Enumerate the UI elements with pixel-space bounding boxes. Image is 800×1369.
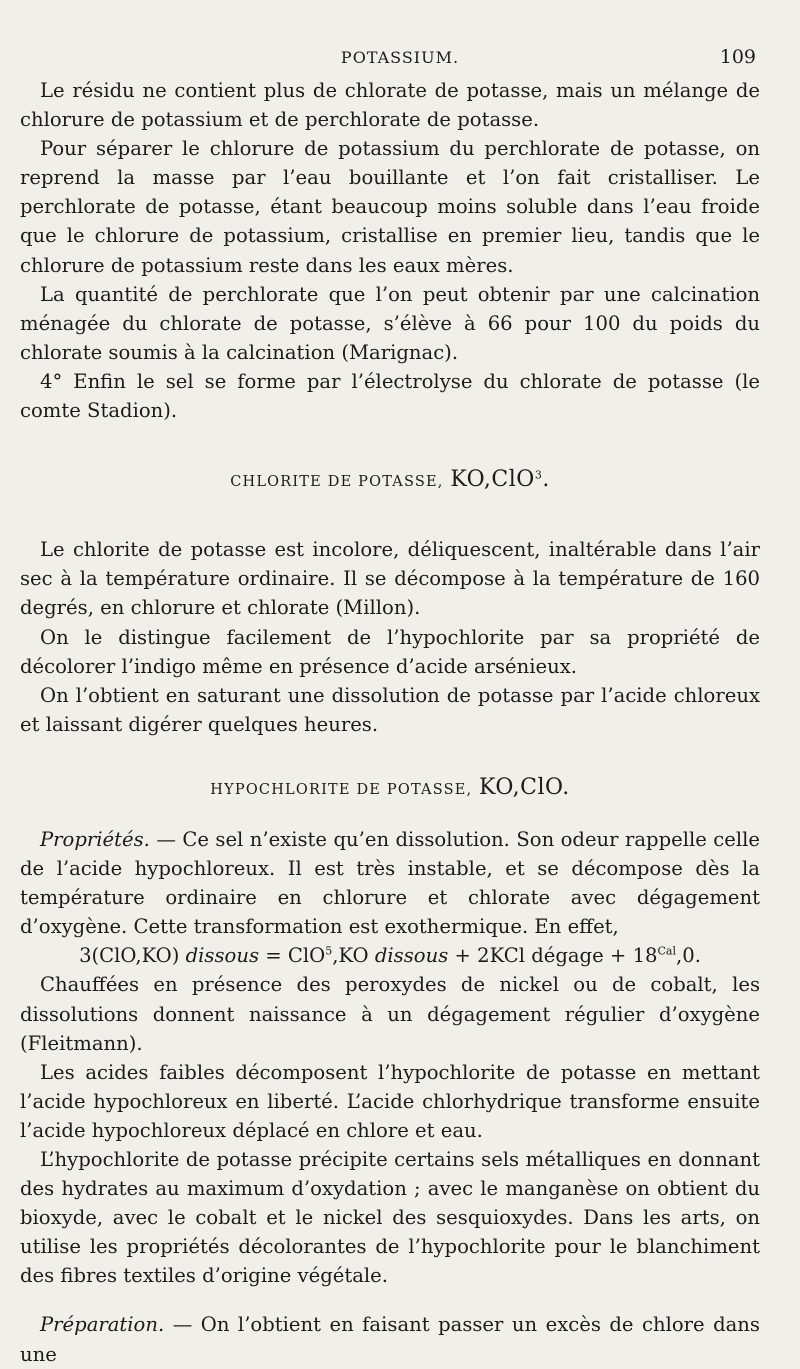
body-text: [20, 76, 760, 1369]
heading-name: CHLORITE DE POTASSE,: [230, 474, 444, 491]
running-title: POTASSIUM.: [340, 48, 460, 67]
paragraph: L’hypochlorite de potasse précipite certains sels métalliques en donnant des hydrates au maximum d’oxydation ; avec le manganèse on obtient du bioxyde, avec le cobalt et le nickel des sesquioxydes. Dans les arts, on utilise les propriétés décolorantes de l’hypochlorite pour le blanchiment des fibres textiles d’origine végétale.: [20, 1148, 760, 1288]
equation-part: ,KO: [332, 944, 375, 968]
section-heading-hypochlorite: [20, 773, 760, 805]
spacer: [20, 1290, 760, 1310]
paragraph: Le chlorite de potasse est incolore, déliquescent, inaltérable dans l’air sec à la température ordinaire. Il se décompose à la température de 160 degrés, en chlorure et chlorate (Millon).: [20, 538, 760, 620]
properties-text: — Ce sel n’existe qu’en dissolution. Son odeur rappelle celle de l’acide hypochloreux. Il est très instable, et se décompose dès la température ordinaire en chlorure et chlorate avec dégagement d’oxygène. Cette transformation est exothermique. En effet,: [20, 827, 760, 939]
preparation-label: Préparation.: [40, 1313, 165, 1337]
paragraph: Les acides faibles décomposent l’hypochlorite de potasse en mettant l’acide hypochloreux en liberté. L’acide chlorhydrique transforme ensuite l’acide hypochloreux déplacé en chlore et eau.: [20, 1060, 760, 1142]
heading-end: .: [542, 467, 550, 493]
equation-part: + 2KCl dégage + 18: [448, 944, 658, 968]
paragraph: Chauffées en présence des peroxydes de nickel ou de cobalt, les dissolutions donnent naissance à un dégagement régulier d’oxygène (Fleitmann).: [20, 973, 760, 1055]
equation-sup: 5: [325, 944, 333, 958]
paragraph-preparation: [20, 1310, 760, 1368]
paragraph: Le résidu ne contient plus de chlorate de potasse, mais un mélange de chlorure de potassium et de perchlorate de potasse.: [20, 79, 760, 132]
equation-sup: Cal: [657, 944, 676, 958]
paragraph: On le distingue facilement de l’hypochlorite par sa propriété de décolorer l’indigo même en présence d’acide arsénieux.: [20, 625, 760, 678]
equation-part: ,0.: [676, 944, 701, 968]
equation: [20, 941, 760, 970]
paragraph: On l’obtient en saturant une dissolution de potasse par l’acide chloreux et laissant digérer quelques heures.: [20, 683, 760, 736]
equation-dissous: dissous: [185, 944, 260, 968]
paragraph: 4° Enfin le sel se forme par l’électrolyse du chlorate de potasse (le comte Stadion).: [20, 369, 760, 423]
section-heading-chlorite: [20, 465, 760, 497]
heading-name: HYPOCHLORITE DE POTASSE,: [210, 781, 473, 798]
running-head: [0, 44, 800, 72]
paragraph-properties: [20, 825, 760, 941]
preparation-text: — On l’obtient en faisant passer un excès de chlore dans une: [20, 1313, 760, 1366]
page-number: 109: [719, 46, 756, 68]
heading-formula-sup: 3: [534, 468, 543, 482]
equation-dissous: dissous: [374, 944, 449, 968]
heading-formula: KO,ClO: [450, 467, 535, 493]
equation-part: 3(ClO,KO): [79, 944, 186, 968]
equation-part: = ClO: [259, 944, 326, 968]
properties-label: Propriétés.: [40, 827, 150, 851]
paragraph: La quantité de perchlorate que l’on peut obtenir par une calcination ménagée du chlorate de potasse, s’élève à 66 pour 100 du poids du chlorate soumis à la calcination (Marignac).: [20, 282, 760, 364]
heading-formula: KO,ClO.: [479, 774, 570, 800]
paragraph: Pour séparer le chlorure de potassium du perchlorate de potasse, on reprend la masse par l’eau bouillante et l’on fait cristalliser. Le perchlorate de potasse, étant beaucoup moins soluble dans l’eau froide que le chlorure de potassium, cristallise en premier lieu, tandis que le chlorure de potassium reste dans les eaux mères.: [20, 137, 760, 277]
